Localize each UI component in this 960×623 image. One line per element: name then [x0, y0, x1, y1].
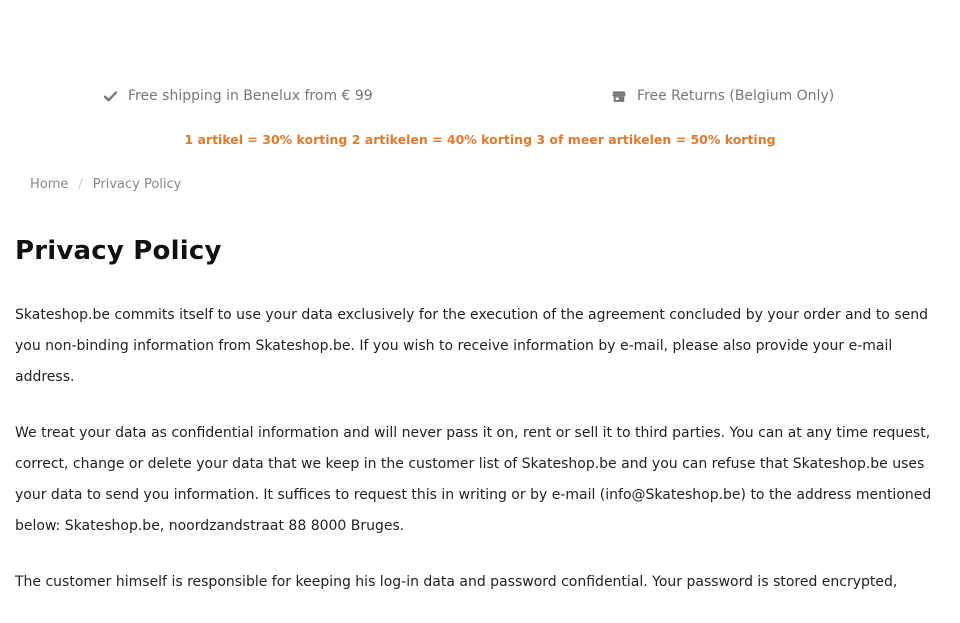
breadcrumb-separator: /	[78, 177, 83, 192]
usp-free-returns	[612, 88, 834, 104]
breadcrumb-current: Privacy Policy	[92, 177, 182, 192]
header-blank-area	[0, 0, 960, 80]
breadcrumb-home-link[interactable]: Home	[30, 177, 69, 192]
policy-paragraph: We treat your data as confidential information and will never pass it on, rent or sell it to third parties. You can at any time request, correct, change or delete your data that we keep in the customer list of Skateshop.be and you can refuse that Skateshop.be uses your data to send you information. It suffices to request this in writing or by e-mail (info@Skateshop.be) to the address mentioned below: Skateshop.be, noordzandstraat 88 8000 Bruges.	[15, 425, 932, 534]
checkmark-icon	[103, 89, 117, 103]
breadcrumb	[30, 177, 181, 192]
usp-bar	[0, 88, 960, 112]
usp-free-shipping	[103, 88, 373, 104]
policy-paragraph: Skateshop.be commits itself to use your data exclusively for the execution of the agreement concluded by your order and to send you non-binding information from Skateshop.be. If you wish to receive information by e-mail, please also provide your e-mail address.	[15, 307, 928, 385]
policy-content	[15, 300, 935, 623]
usp-free-returns-label: Free Returns (Belgium Only)	[637, 88, 835, 104]
page-title: Privacy Policy	[15, 236, 222, 266]
policy-paragraph: The customer himself is responsible for keeping his log-in data and password confidential. Your password is stored encrypted,	[15, 574, 898, 590]
usp-free-shipping-label: Free shipping in Benelux from € 99	[128, 88, 373, 104]
store-icon	[612, 89, 626, 103]
promo-banner: 1 artikel = 30% korting 2 artikelen = 40% korting 3 of meer artikelen = 50% korting	[184, 132, 776, 147]
